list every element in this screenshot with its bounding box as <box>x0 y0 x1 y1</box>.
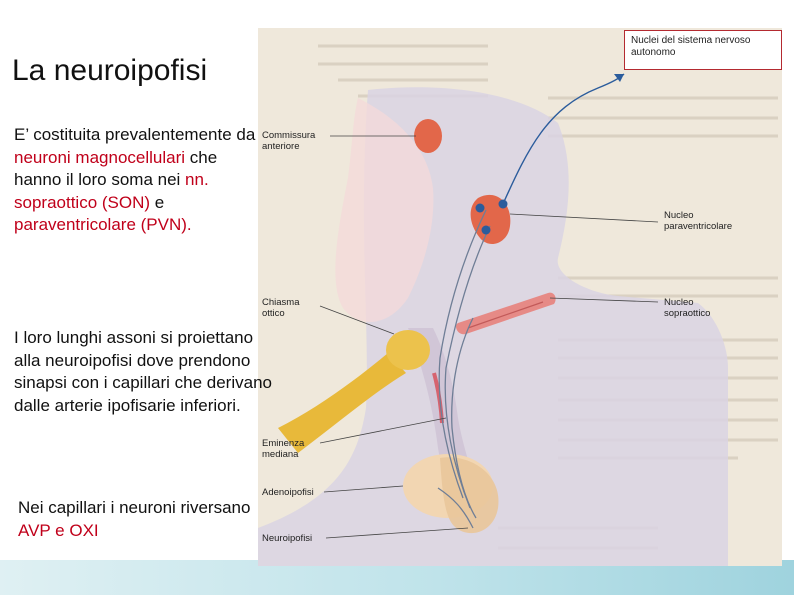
label-nucleo-sopraottico: Nucleo sopraottico <box>664 297 711 319</box>
label-eminenza-mediana: Eminenza mediana <box>262 438 305 460</box>
p3-highlight-hormones: AVP e OXI <box>18 520 99 540</box>
p3-text-1: Nei capillari i neuroni riversano <box>18 498 251 517</box>
paragraph-neurons <box>14 124 264 237</box>
label-chiasma-ottico: Chiasma ottico <box>262 297 300 319</box>
p1-highlight-magnocellular: neuroni magnocellulari <box>14 147 186 167</box>
autonomic-nuclei-callout: Nuclei del sistema nervoso autonomo <box>624 30 782 70</box>
paragraph-axons: I loro lunghi assoni si proiettano alla neuroipofisi dove prendono sinapsi con i capillari che derivano dalle arterie ipofisarie inferiori. <box>14 328 272 415</box>
p1-text-5: e <box>150 192 165 212</box>
label-adenoipofisi: Adenoipofisi <box>262 487 314 498</box>
p1-text-3: che hanno il loro soma nei <box>14 147 218 189</box>
label-neuroipofisi: Neuroipofisi <box>262 533 313 544</box>
slide-title: La neuroipofisi <box>12 54 208 87</box>
label-commissura-anteriore: Commissura anteriore <box>262 130 316 152</box>
p1-text-1: E’ costituita prevalentemente da <box>14 125 256 144</box>
label-nucleo-paraventricolare: Nucleo paraventricolare <box>664 210 733 232</box>
p1-highlight-pvn: paraventricolare (PVN). <box>14 215 192 234</box>
p1-highlight-son: nn. sopraottico (SON) <box>14 170 209 212</box>
paragraph-capillaries <box>18 497 258 542</box>
